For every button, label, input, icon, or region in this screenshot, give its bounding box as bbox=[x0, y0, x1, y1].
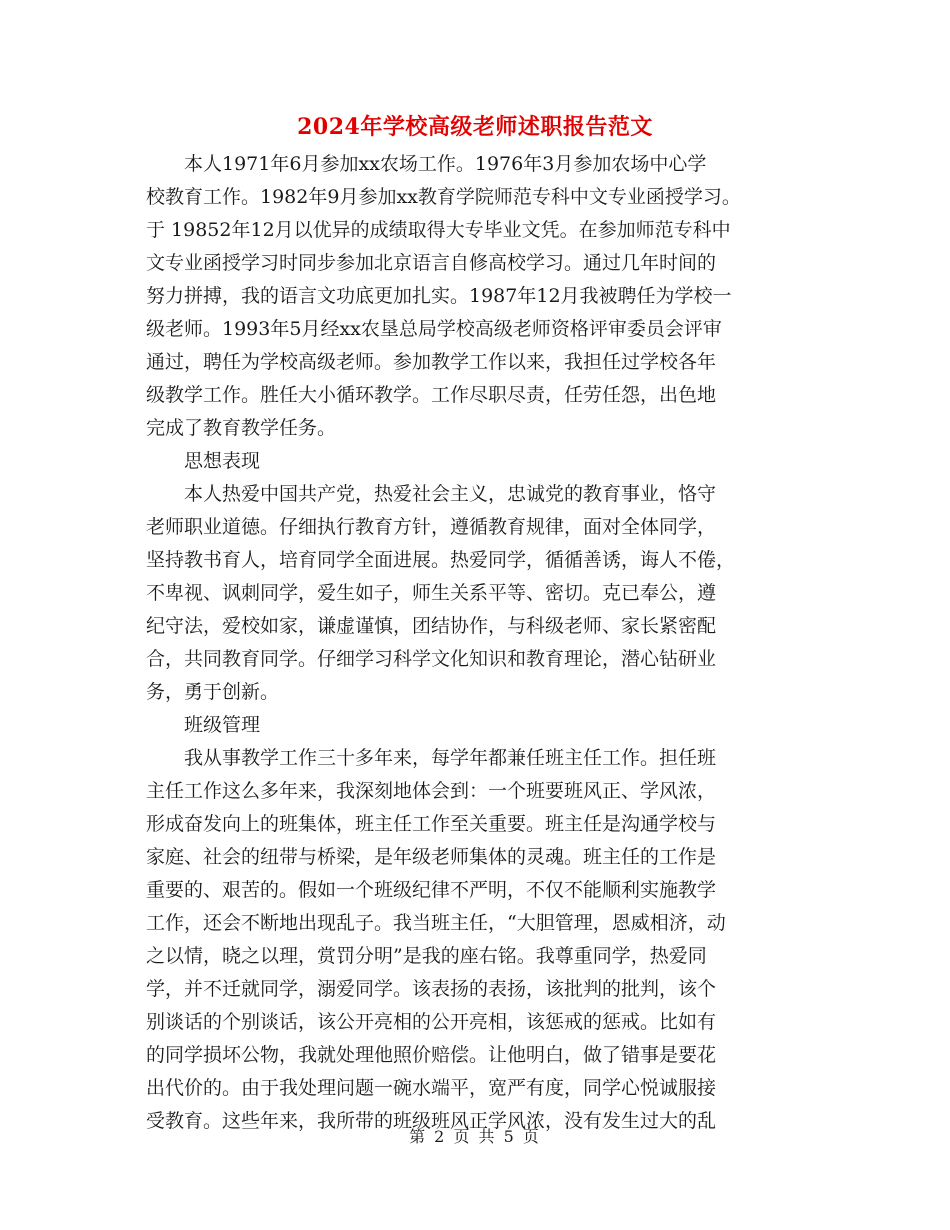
paragraph-line: 文专业函授学习时同步参加北京语言自修高校学习。通过几年时间的 bbox=[146, 252, 717, 274]
paragraph-line: 不卑视、讽刺同学，爱生如子，师生关系平等、密切。克已奉公，遵 bbox=[146, 582, 717, 604]
paragraph-line: 重要的、艰苦的。假如一个班级纪律不严明，不仅不能顺利实施教学 bbox=[146, 879, 717, 901]
paragraph-line: 的同学损坏公物，我就处理他照价赔偿。让他明白，做了错事是要花 bbox=[146, 1044, 717, 1066]
paragraph-line: 于 19852年12月以优异的成绩取得大专毕业文凭。在参加师范专科中 bbox=[146, 219, 731, 241]
paragraph-line: 完成了教育教学任务。 bbox=[146, 417, 337, 439]
paragraph-line: 校教育工作。1982年9月参加xx教育学院师范专科中文专业函授学习。 bbox=[146, 186, 741, 208]
paragraph-line: 受教育。这些年来，我所带的班级班风正学风浓，没有发生过大的乱 bbox=[146, 1110, 717, 1132]
paragraph-line: 本人热爱中国共产党，热爱社会主义，忠诚党的教育事业，恪守 bbox=[184, 483, 717, 505]
section-heading: 思想表现 bbox=[184, 450, 261, 472]
paragraph-line: 我从事教学工作三十多年来，每学年都兼任班主任工作。担任班 bbox=[184, 747, 717, 769]
paragraph-line: 工作，还会不断地出现乱子。我当班主任，“大胆管理，恩威相济，动 bbox=[146, 912, 726, 934]
paragraph-line: 通过，聘任为学校高级老师。参加教学工作以来，我担任过学校各年 bbox=[146, 351, 717, 373]
section-heading: 班级管理 bbox=[184, 714, 261, 736]
page-number-footer: 第 2 页 共 5 页 bbox=[409, 1127, 541, 1146]
paragraph-line: 纪守法，爱校如家，谦虚谨慎，团结协作，与科级老师、家长紧密配 bbox=[146, 615, 717, 637]
paragraph-line: 家庭、社会的纽带与桥梁，是年级老师集体的灵魂。班主任的工作是 bbox=[146, 846, 717, 868]
paragraph-line: 坚持教书育人，培育同学全面进展。热爱同学，循循善诱，诲人不倦， bbox=[146, 549, 736, 571]
paragraph-line: 级教学工作。胜任大小循环教学。工作尽职尽责，任劳任怨，出色地 bbox=[146, 384, 717, 406]
paragraph-line: 本人1971年6月参加xx农场工作。1976年3月参加农场中心学 bbox=[184, 153, 707, 175]
paragraph-line: 老师职业道德。仔细执行教育方针，遵循教育规律，面对全体同学， bbox=[146, 516, 717, 538]
document-title: 2024年学校高级老师述职报告范文 bbox=[297, 114, 653, 140]
document-body bbox=[146, 148, 806, 1138]
paragraph-line: 务，勇于创新。 bbox=[146, 681, 280, 703]
paragraph-line: 合，共同教育同学。仔细学习科学文化知识和教育理论，潜心钻研业 bbox=[146, 648, 717, 670]
paragraph-line: 学，并不迁就同学，溺爱同学。该表扬的表扬，该批判的批判，该个 bbox=[146, 978, 717, 1000]
paragraph-line: 之以情，晓之以理，赏罚分明”是我的座右铭。我尊重同学，热爱同 bbox=[146, 945, 707, 967]
paragraph-line: 级老师。1993年5月经xx农垦总局学校高级老师资格评审委员会评审 bbox=[146, 318, 722, 340]
paragraph-line: 努力拼搏，我的语言文功底更加扎实。1987年12月我被聘任为学校一 bbox=[146, 285, 732, 307]
paragraph-line: 别谈话的个别谈话，该公开亮相的公开亮相，该惩戒的惩戒。比如有 bbox=[146, 1011, 717, 1033]
paragraph-line: 形成奋发向上的班集体，班主任工作至关重要。班主任是沟通学校与 bbox=[146, 813, 717, 835]
paragraph-line: 出代价的。由于我处理问题一碗水端平，宽严有度，同学心悦诚服接 bbox=[146, 1077, 717, 1099]
paragraph-line: 主任工作这么多年来，我深刻地体会到：一个班要班风正、学风浓， bbox=[146, 780, 717, 802]
